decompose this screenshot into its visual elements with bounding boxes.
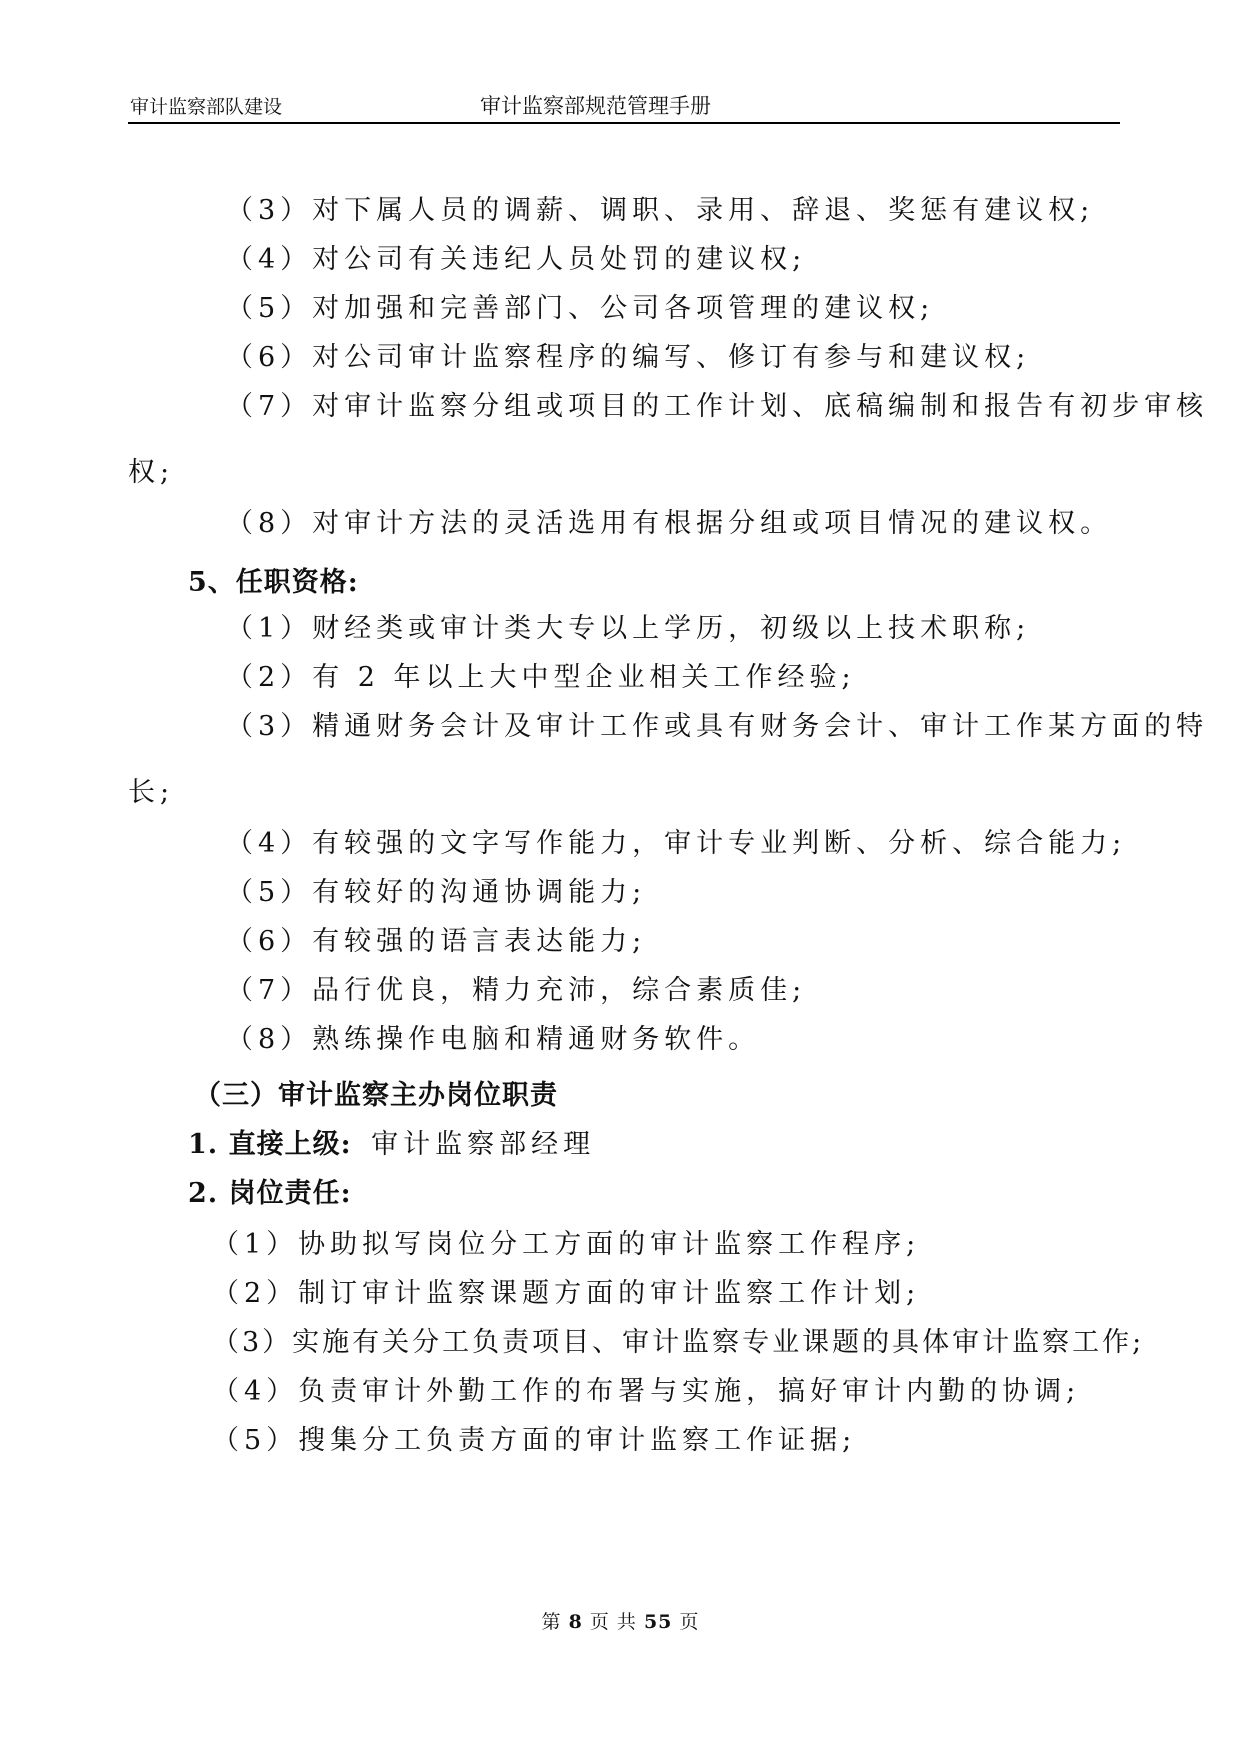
paragraph-line: 权; xyxy=(128,457,175,488)
total-pages: 55 xyxy=(643,1611,673,1633)
paragraph-line: （6）对公司审计监察程序的编写、修订有参与和建议权; xyxy=(226,342,1031,373)
paragraph-line: （4）有较强的文字写作能力，审计专业判断、分析、综合能力; xyxy=(226,828,1127,859)
paragraph-line: （8）熟练操作电脑和精通财务软件。 xyxy=(226,1024,761,1055)
paragraph-line: （3）精通财务会计及审计工作或具有财务会计、审计工作某方面的特 xyxy=(226,711,1209,742)
paragraph-line: （5）搜集分工负责方面的审计监察工作证据; xyxy=(212,1425,857,1456)
direct-supervisor-line xyxy=(188,1122,595,1161)
footer-middle: 页 共 xyxy=(589,1611,637,1633)
paragraph-line: （2）有 2 年以上大中型企业相关工作经验; xyxy=(226,662,856,693)
paragraph-line: （7）对审计监察分组或项目的工作计划、底稿编制和报告有初步审核 xyxy=(226,391,1209,422)
paragraph-line: （6）有较强的语言表达能力; xyxy=(226,926,647,957)
paragraph-line: （5）有较好的沟通协调能力; xyxy=(226,877,647,908)
paragraph-line: （5）对加强和完善部门、公司各项管理的建议权; xyxy=(226,293,935,324)
footer-suffix: 页 xyxy=(679,1611,700,1633)
paragraph-line: （1）财经类或审计类大专以上学历，初级以上技术职称; xyxy=(226,613,1031,644)
page-number: 8 xyxy=(568,1611,583,1633)
paragraph-line: （3）对下属人员的调薪、调职、录用、辞退、奖惩有建议权; xyxy=(226,195,1095,226)
header-section-title: 审计监察部队建设 xyxy=(130,96,283,118)
direct-supervisor-label: 1. 直接上级: xyxy=(188,1129,352,1160)
footer-prefix: 第 xyxy=(541,1611,562,1633)
paragraph-line: （3）实施有关分工负责项目、审计监察专业课题的具体审计监察工作; xyxy=(212,1327,1145,1358)
page-header xyxy=(128,88,1120,124)
section-heading: 5、任职资格: xyxy=(188,567,359,598)
header-manual-title: 审计监察部规范管理手册 xyxy=(480,94,711,118)
direct-supervisor-value: 审计监察部经理 xyxy=(371,1129,596,1160)
paragraph-line: 长; xyxy=(128,777,175,808)
paragraph-line: （7）品行优良，精力充沛，综合素质佳; xyxy=(226,975,807,1006)
section-heading: 2. 岗位责任: xyxy=(188,1178,352,1209)
paragraph-line: （1）协助拟写岗位分工方面的审计监察工作程序; xyxy=(212,1229,921,1260)
paragraph-line: （4）负责审计外勤工作的布署与实施，搞好审计内勤的协调; xyxy=(212,1376,1081,1407)
paragraph-line: （8）对审计方法的灵活选用有根据分组或项目情况的建议权。 xyxy=(226,508,1113,539)
paragraph-line: （4）对公司有关违纪人员处罚的建议权; xyxy=(226,244,807,275)
section-heading: （三）审计监察主办岗位职责 xyxy=(194,1080,558,1111)
paragraph-line: （2）制订审计监察课题方面的审计监察工作计划; xyxy=(212,1278,921,1309)
page-footer xyxy=(0,1607,1241,1634)
